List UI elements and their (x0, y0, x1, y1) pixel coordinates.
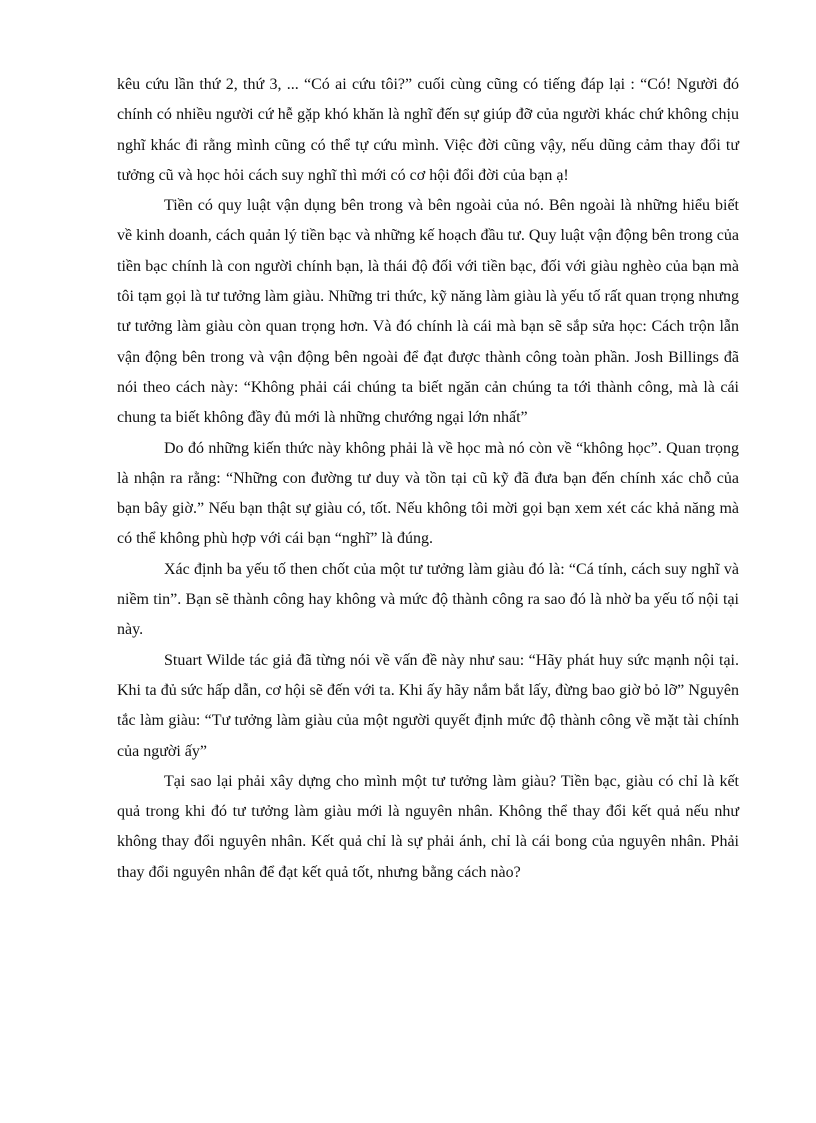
paragraph-5: Stuart Wilde tác giả đã từng nói về vấn đề này như sau: “Hãy phát huy sức mạnh nội tại. Khi ta đủ sức hấp dẫn, cơ hội sẽ đến với ta. Khi ấy hãy nắm bắt lấy, đừng bao giờ bỏ lỡ” Nguyên tắc làm giàu: “Tư tưởng làm giàu của một người quyết định mức độ thành công về mặt tài chính của người ấy” (117, 651, 739, 760)
paragraph-2: Tiền có quy luật vận dụng bên trong và bên ngoài của nó. Bên ngoài là những hiểu biết về kinh doanh, cách quản lý tiền bạc và những kế hoạch đầu tư. Quy luật vận động bên trong của tiền bạc chính là con người chính bạn, là thái độ đối với tiền bạc, đối với giàu nghèo của bạn mà tôi tạm gọi là tư tưởng làm giàu. Những tri thức, kỹ năng làm giàu là yếu tố rất quan trọng nhưng tư tưởng làm giàu còn quan trọng hơn. Và đó chính là cái mà bạn sẽ sắp sửa học: Cách trộn lẫn vận động bên trong và vận động bên ngoài để đạt được thành công toàn phần. Josh Billings đã nói theo cách này: “Không phải cái chúng ta biết ngăn cản chúng ta tới thành công, mà là cái chung ta biết không đầy đủ mới là những chướng ngại lớn nhất” (117, 197, 739, 427)
paragraph-3: Do đó những kiến thức này không phải là về học mà nó còn về “không học”. Quan trọng là nhận ra rằng: “Những con đường tư duy và tồn tại cũ kỹ đã đưa bạn đến chính xác chỗ của bạn bây giờ.” Nếu bạn thật sự giàu có, tốt. Nếu không tôi mời gọi bạn xem xét các khả năng mà có thể không phù hợp với cái bạn “nghĩ” là đúng. (117, 439, 739, 548)
paragraph-4: Xác định ba yếu tố then chốt của một tư tưởng làm giàu đó là: “Cá tính, cách suy nghĩ và niềm tin”. Bạn sẽ thành công hay không và mức độ thành công ra sao đó là nhờ ba yếu tố nội tại này. (117, 560, 739, 639)
paragraph-1: kêu cứu lần thứ 2, thứ 3, ... “Có ai cứu tôi?” cuối cùng cũng có tiếng đáp lại : “Có! Người đó chính có nhiều người cứ hễ gặp khó khăn là nghĩ đến sự giúp đỡ của người khác chứ không chịu nghĩ khác đi rằng mình cũng có thể tự cứu mình. Việc đời cũng vậy, nếu dũng cảm thay đổi tư tưởng cũ và học hỏi cách suy nghĩ thì mới có cơ hội đổi đời của bạn ạ! (117, 76, 739, 184)
paragraph-6: Tại sao lại phải xây dựng cho mình một tư tưởng làm giàu? Tiền bạc, giàu có chỉ là kết quả trong khi đó tư tưởng làm giàu mới là nguyên nhân. Không thể thay đổi kết quả nếu như không thay đổi nguyên nhân. Kết quả chỉ là sự phải ánh, chỉ là cái bong của nguyên nhân. Phải thay đổi nguyên nhân để đạt kết quả tốt, nhưng bằng cách nào? (117, 772, 739, 881)
document-page (117, 70, 739, 888)
